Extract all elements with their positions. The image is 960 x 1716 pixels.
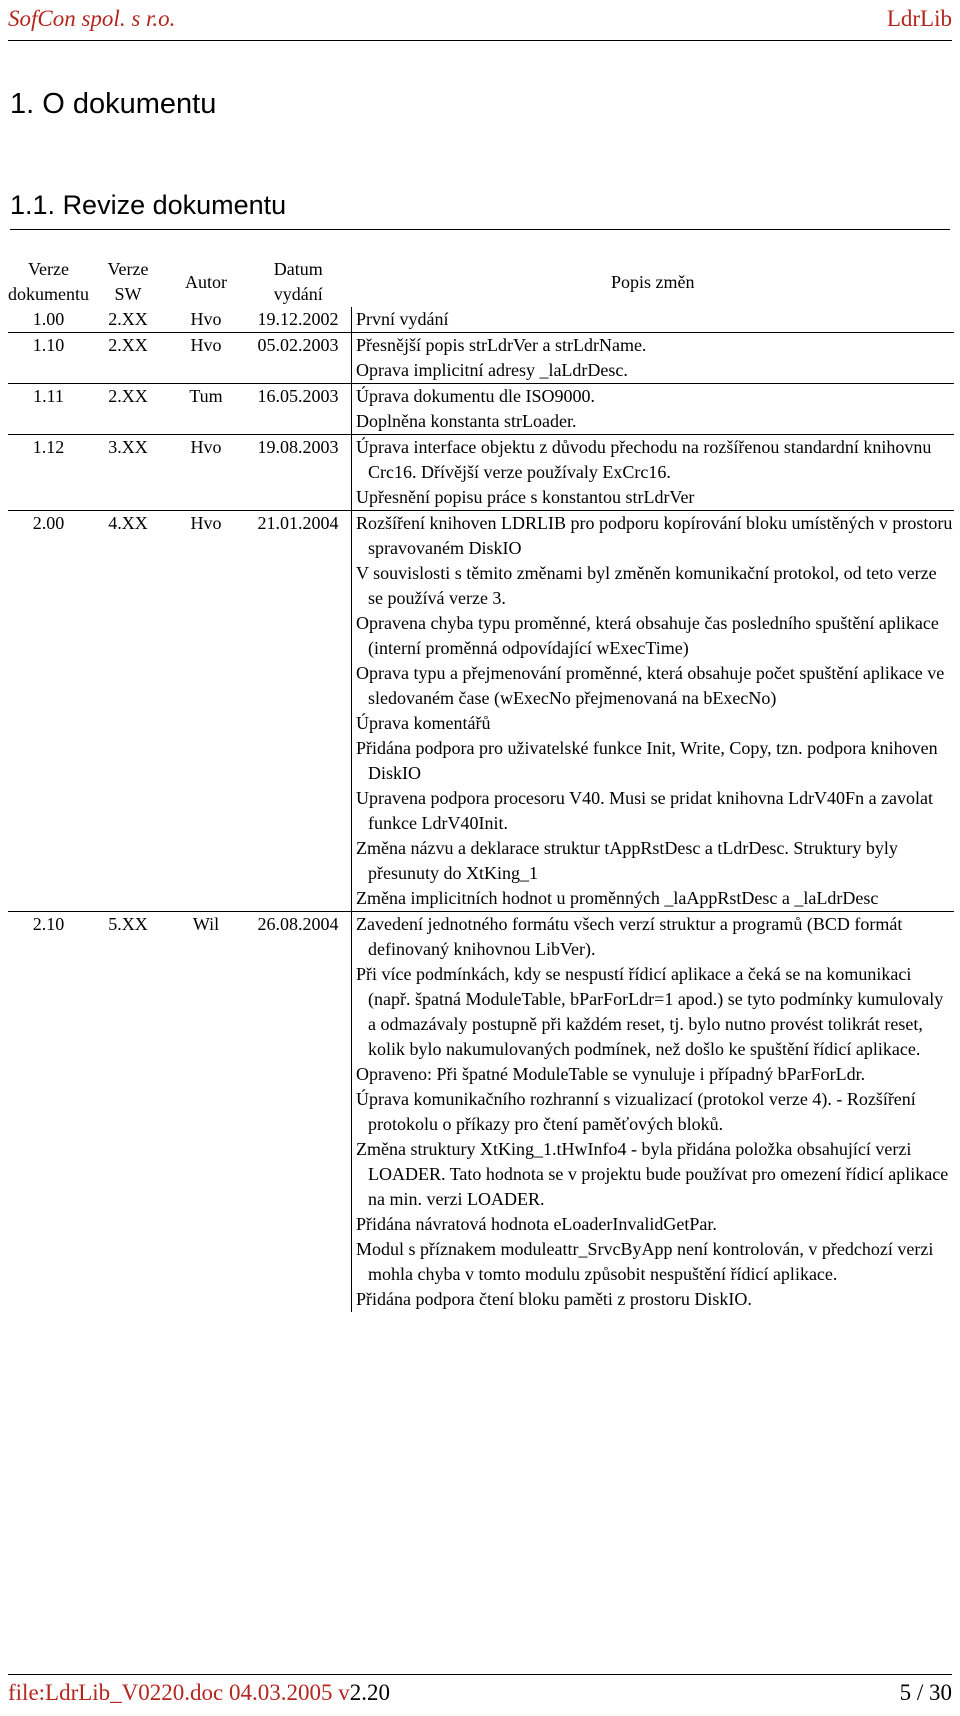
section-title: O dokumentu [42, 88, 217, 120]
change-item: Rozšíření knihoven LDRLIB pro podporu kopírování bloku umístěných v prostoru spravovaném DiskIO [356, 513, 953, 558]
change-item: Přesnější popis strLdrVer a strLdrName. [356, 335, 647, 355]
cell-author: Hvo [167, 511, 245, 912]
section-heading [10, 88, 216, 121]
change-item: První vydání [356, 309, 449, 329]
cell-changes [352, 384, 955, 435]
revision-table [8, 257, 954, 1312]
cell-author: Tum [167, 384, 245, 435]
cell-version-sw: 2.XX [89, 333, 167, 384]
change-item: Oprava typu a přejmenování proměnné, která obsahuje počet spuštění aplikace ve sledovaném čase (wExecNo přejmenovaná na bExecNo) [356, 663, 945, 708]
change-item: Při více podmínkách, kdy se nespustí řídicí aplikace a čeká se na komunikaci (např. špatná ModuleTable, bParForLdr=1 apod.) se tyto podmínky kumulovaly a odmazávaly postupně při každém reset, tj. bylo nutno provést tolikrát reset, kolik bylo nakumulovaných podmínek, než došlo ke spuštění řídicí aplikace. [356, 964, 944, 1059]
change-item: Modul s příznakem moduleattr_SrvcByApp není kontrolován, v předchozí verzi mohla chyba v tomto modulu způsobit nespuštění řídicí aplikace. [356, 1239, 934, 1284]
table-row [8, 912, 954, 1313]
change-item: Upřesnění popisu práce s konstantou strLdrVer [356, 487, 695, 507]
col-version-doc: Verze dokumentu [8, 259, 89, 304]
cell-changes [352, 435, 955, 511]
change-item: Úprava interface objektu z důvodu přechodu na rozšířenou standardní knihovnu Crc16. Dřívější verze používaly ExCrc16. [356, 437, 932, 482]
footer-date: 04.03.2005 [229, 1680, 333, 1705]
cell-version-doc: 1.00 [32, 309, 65, 329]
change-item: Změna implicitních hodnot u proměnných _laAppRstDesc a _laLdrDesc [356, 888, 879, 908]
subsection-rule [10, 229, 950, 230]
table-row [8, 384, 954, 435]
table-row [8, 333, 954, 384]
table-row [8, 511, 954, 912]
footer-filename: file:LdrLib_V0220.doc [8, 1680, 224, 1705]
col-version-sw: Verze SW [107, 259, 149, 304]
cell-version-sw: 2.XX [108, 309, 148, 329]
change-item: Přidána podpora čtení bloku paměti z prostoru DiskIO. [356, 1289, 752, 1309]
section-number: 1. [10, 88, 35, 120]
cell-author: Hvo [167, 333, 245, 384]
change-item: Změna názvu a deklarace struktur tAppRstDesc a tLdrDesc. Struktury byly přesunuty do XtKing_1 [356, 838, 898, 883]
table-row [8, 435, 954, 511]
cell-author: Hvo [190, 309, 222, 329]
change-item: Přidána podpora pro uživatelské funkce Init, Write, Copy, tzn. podpora knihoven DiskIO [356, 738, 938, 783]
cell-version-doc: 1.10 [8, 333, 89, 384]
header-rule [8, 40, 952, 41]
header-product: LdrLib [886, 6, 952, 31]
change-item: Změna struktury XtKing_1.tHwInfo4 - byla přidána položka obsahující verzi LOADER. Tato hodnota se v projektu bude používat pro omezení řídicí aplikace na min. verzi LOADER. [356, 1139, 949, 1209]
cell-version-doc: 1.11 [8, 384, 89, 435]
change-item: Zavedení jednotného formátu všech verzí struktur a programů (BCD formát definovaný knihovnou LibVer). [356, 914, 903, 959]
cell-version-doc: 2.10 [8, 912, 89, 1313]
footer-file-info [8, 1680, 390, 1706]
cell-version-sw: 4.XX [89, 511, 167, 912]
cell-changes [352, 307, 955, 333]
cell-date: 19.12.2002 [257, 309, 339, 329]
table-row [8, 307, 954, 333]
col-author: Autor [185, 271, 227, 292]
cell-version-sw: 3.XX [89, 435, 167, 511]
change-item: Úprava komentářů [356, 713, 491, 733]
col-date: Datum vydání [273, 259, 323, 304]
header-company: SofCon spol. s r.o. [8, 6, 176, 31]
change-item: V souvislosti s těmito změnami byl změněn komunikační protokol, od teto verze se používá verze 3. [356, 563, 937, 608]
footer-page-number: 5 / 30 [899, 1680, 952, 1705]
cell-date: 26.08.2004 [245, 912, 352, 1313]
change-item: Opravena chyba typu proměnné, která obsahuje čas posledního spuštění aplikace (interní proměnná odpovídající wExecTime) [356, 613, 939, 658]
cell-date: 21.01.2004 [245, 511, 352, 912]
change-item: Přidána návratová hodnota eLoaderInvalidGetPar. [356, 1214, 717, 1234]
cell-changes [352, 333, 955, 384]
cell-author: Wil [167, 912, 245, 1313]
col-changes: Popis změn [611, 271, 695, 292]
subsection-number: 1.1. [10, 190, 56, 220]
change-item: Oprava implicitní adresy _laLdrDesc. [356, 360, 628, 380]
cell-date: 19.08.2003 [245, 435, 352, 511]
revision-table-header [8, 257, 954, 307]
cell-version-sw: 2.XX [89, 384, 167, 435]
subsection-heading [10, 190, 286, 221]
cell-changes [352, 912, 955, 1313]
cell-changes [352, 511, 955, 912]
subsection-title: Revize dokumentu [62, 190, 287, 220]
footer-rule [8, 1674, 952, 1675]
change-item: Úprava komunikačního rozhranní s vizualizací (protokol verze 4). - Rozšíření protokolu o příkazy pro čtení paměťových bloků. [356, 1089, 916, 1134]
change-item: Upravena podpora procesoru V40. Musi se pridat knihovna LdrV40Fn a zavolat funkce LdrV40Init. [356, 788, 934, 833]
cell-version-doc: 2.00 [8, 511, 89, 912]
cell-date: 05.02.2003 [245, 333, 352, 384]
footer-version: 2.20 [349, 1680, 391, 1705]
cell-version-doc: 1.12 [8, 435, 89, 511]
change-item: Opraveno: Při špatné ModuleTable se vynuluje i případný bParForLdr. [356, 1064, 866, 1084]
change-item: Úprava dokumentu dle ISO9000. [356, 386, 595, 406]
change-item: Doplněna konstanta strLoader. [356, 411, 577, 431]
footer-version-prefix: v [338, 1680, 350, 1705]
cell-date: 16.05.2003 [245, 384, 352, 435]
cell-author: Hvo [167, 435, 245, 511]
revision-table-body [8, 307, 954, 1312]
cell-version-sw: 5.XX [89, 912, 167, 1313]
